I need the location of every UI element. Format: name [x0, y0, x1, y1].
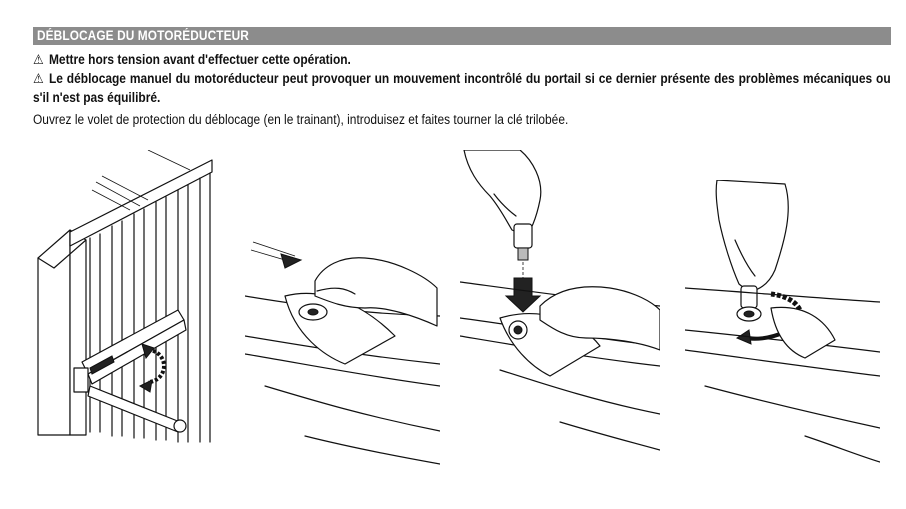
warning-line-2 — [33, 69, 891, 107]
gate-with-motor-illustration — [30, 150, 230, 445]
warning-triangle-icon: ⚠ — [33, 52, 44, 67]
section-title: DÉBLOCAGE DU MOTORÉDUCTEUR — [37, 28, 249, 43]
section-header-bar — [33, 27, 891, 45]
warning-text-2: Le déblocage manuel du motoréducteur peut provoquer un mouvement incontrôlé du portail si ce dernier présente des problèmes mécaniques ou s'il n'est pas équilibré. — [33, 71, 891, 105]
insert-trilobed-key-illustration — [460, 150, 660, 470]
slide-protection-cover-illustration — [245, 236, 440, 466]
turn-key-illustration — [685, 180, 880, 480]
instruction-text: Ouvrez le volet de protection du déblocage (en le trainant), introduisez et faites tourner la clé trilobée. — [33, 112, 569, 127]
warning-triangle-icon: ⚠ — [33, 71, 44, 86]
warning-text-1: Mettre hors tension avant d'effectuer cette opération. — [48, 52, 351, 67]
warning-line-1 — [33, 50, 891, 69]
